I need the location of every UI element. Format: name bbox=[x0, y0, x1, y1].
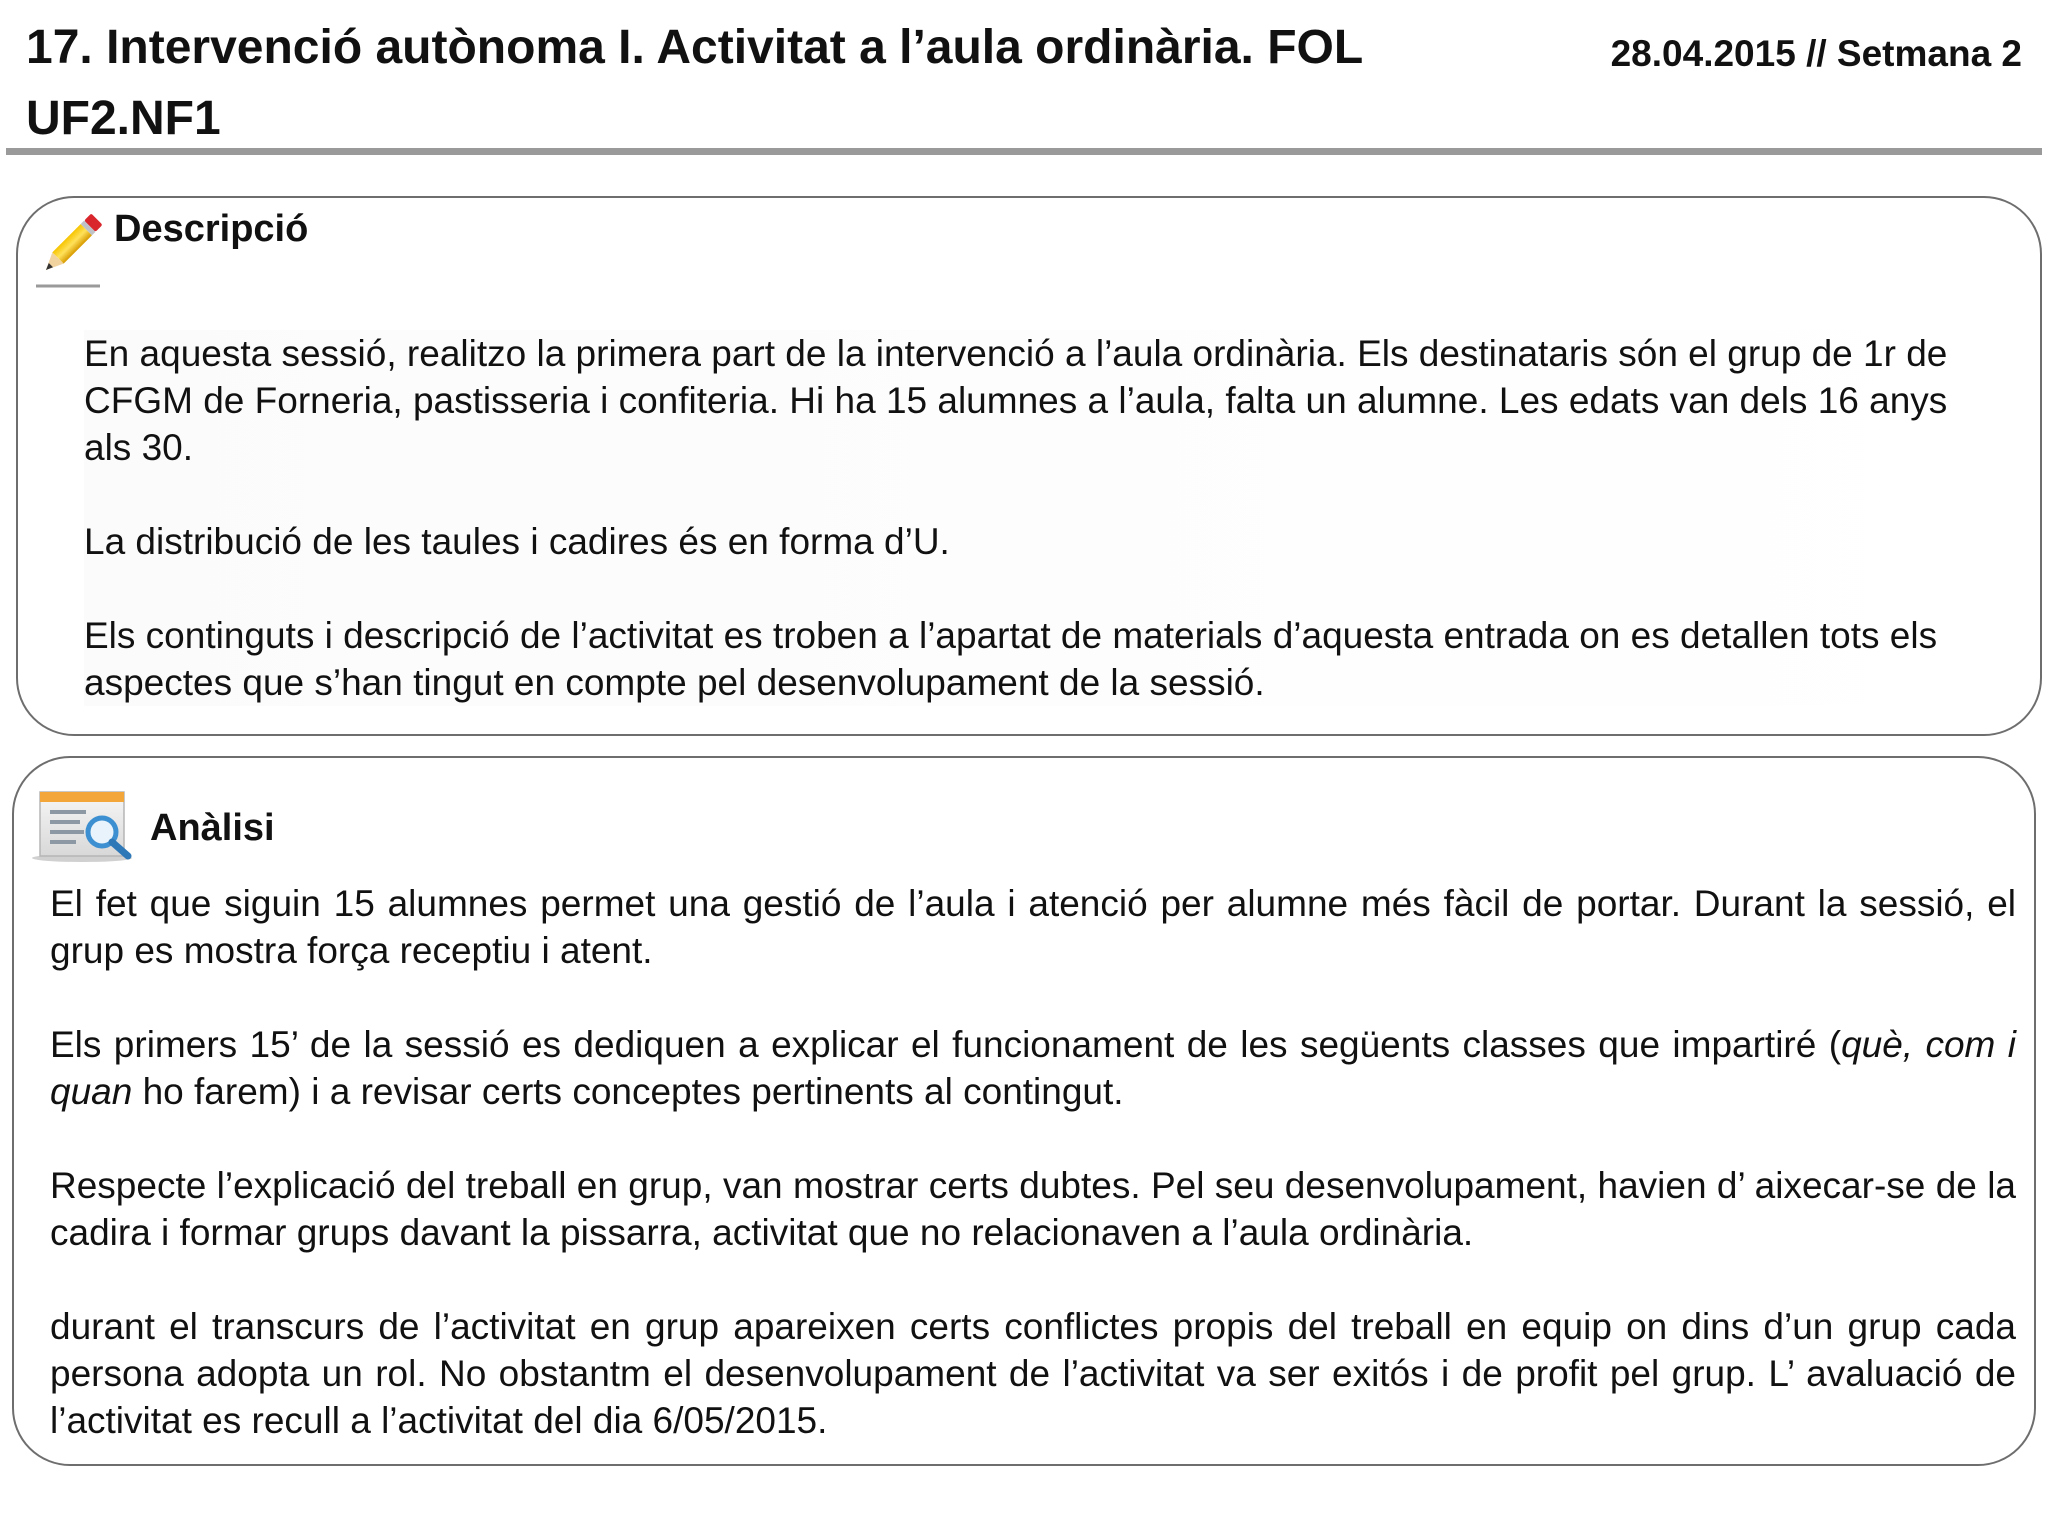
page-header bbox=[0, 0, 2048, 158]
description-header bbox=[30, 207, 309, 295]
analysis-body bbox=[50, 880, 2016, 1444]
analysis-paragraph: durant el transcurs de l’activitat en grup apareixen certs conflictes propis del treball en equip on dins d’un grup cada persona adopta un rol. No obstantm el desenvolupament de l’activitat va ser exitós i de profit pel grup. L’ avaluació de l’activitat es recull a l’activitat del dia 6/05/2015. bbox=[50, 1306, 2016, 1441]
description-heading: Descripció bbox=[114, 207, 309, 250]
analysis-header bbox=[28, 788, 275, 869]
description-paragraph: Els continguts i descripció de l’activitat es troben a l’apartat de materials d’aquesta entrada on es detallen tots els aspectes que s’han tingut en compte pel desenvolupament de la sessió. bbox=[84, 615, 1938, 703]
document-search-icon bbox=[28, 788, 140, 869]
description-paragraph: La distribució de les taules i cadires és en forma d’U. bbox=[84, 521, 950, 562]
analysis-emphasis: què, com i quan bbox=[50, 1024, 2016, 1112]
analysis-paragraph: El fet que siguin 15 alumnes permet una gestió de l’aula i atenció per alumne més fàcil de portar. Durant la sessió, el grup es mostra força receptiu i atent. bbox=[50, 883, 2016, 971]
description-body bbox=[84, 330, 2004, 706]
description-paragraph: En aquesta sessió, realitzo la primera part de la intervenció a l’aula ordinària. Els destinataris són el grup de 1r de CFGM de Forneria, pastisseria i confiteria. Hi ha 15 alumnes a l’aula, falta un alumne. Les edats van dels 16 anys als 30. bbox=[84, 333, 1948, 468]
analysis-paragraph bbox=[50, 1021, 2016, 1115]
analysis-heading: Anàlisi bbox=[150, 806, 275, 849]
analysis-paragraph: Respecte l’explicació del treball en grup, van mostrar certs dubtes. Pel seu desenvolupament, havien d’ aixecar-se de la cadira i formar grups davant la pissarra, activitat que no relacionaven a l’aula ordinària. bbox=[50, 1165, 2016, 1253]
pencil-icon bbox=[30, 210, 108, 295]
description-panel bbox=[16, 196, 2042, 736]
analysis-panel bbox=[12, 756, 2036, 1466]
analysis-text: ho farem) i a revisar certs conceptes pertinents al contingut. bbox=[132, 1071, 1124, 1112]
analysis-text: Els primers 15’ de la sessió es dediquen a explicar el funcionament de les següents classes que impartiré ( bbox=[50, 1024, 1842, 1065]
page-title: 17. Intervenció autònoma I. Activitat a l’aula ordinària. FOL UF2.NF1 bbox=[26, 21, 1363, 145]
header-divider bbox=[6, 148, 2042, 155]
session-date: 28.04.2015 // Setmana 2 bbox=[1610, 33, 2022, 74]
